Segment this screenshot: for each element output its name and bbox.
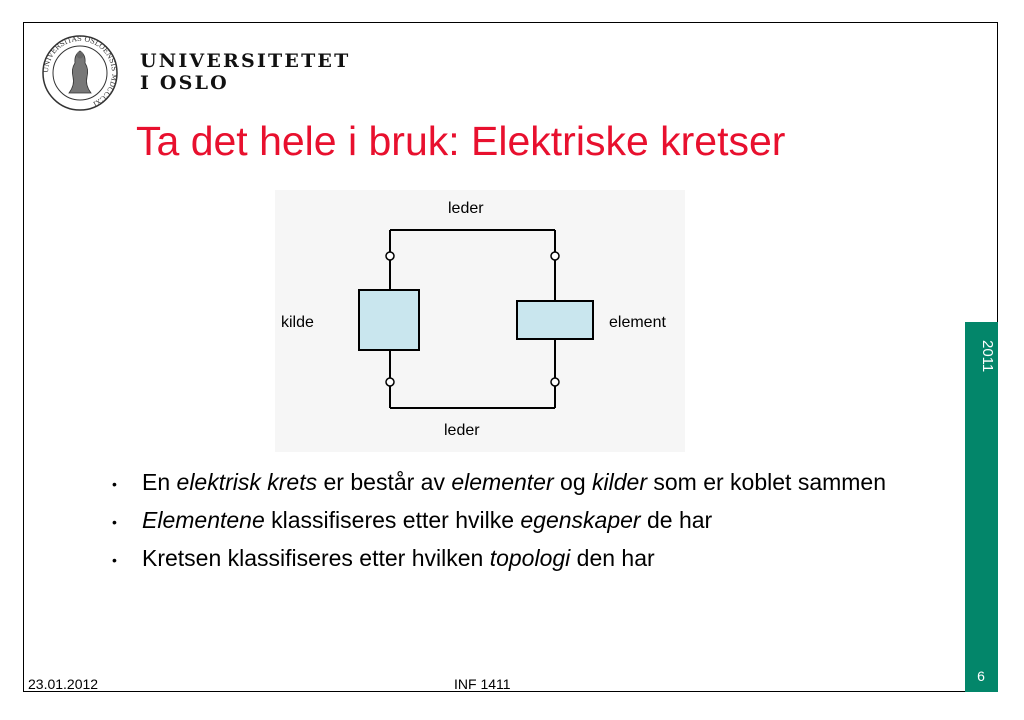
page-number: 6 (977, 668, 985, 684)
university-name-line1: UNIVERSITETET (140, 50, 351, 72)
top-wire-label: leder (448, 200, 484, 217)
university-name (140, 50, 350, 94)
bullet-list (108, 468, 928, 582)
source-box (359, 290, 419, 350)
bullet-emphasis: Elementene (142, 507, 265, 533)
bullet-text: den har (570, 545, 655, 571)
bullet-item (108, 544, 928, 573)
element-label: element (609, 314, 666, 331)
svg-text:UNIVERSITAS OSLOENSIS MDCCCXI: UNIVERSITAS OSLOENSIS MDCCCXI (41, 34, 119, 108)
footer-course: INF 1411 (454, 676, 511, 692)
bullet-text: og (553, 469, 593, 495)
terminal-right-bottom (551, 378, 559, 386)
bullet-dot: • (112, 476, 117, 492)
source-label: kilde (281, 314, 314, 331)
footer-date: 23.01.2012 (28, 676, 99, 692)
bullet-text: Kretsen klassifiseres etter hvilken (142, 545, 490, 571)
bullet-text: En (142, 469, 177, 495)
bullet-emphasis: kilder (592, 469, 647, 495)
bullet-text: som er koblet sammen (646, 469, 887, 495)
bullet-text: klassifiseres etter hvilke (264, 507, 521, 533)
bottom-wire-label: leder (444, 422, 480, 439)
bullet-text: er består av (317, 469, 452, 495)
terminal-right-top (551, 252, 559, 260)
sidebar-year: 2011 (979, 340, 996, 373)
sidebar-band (965, 322, 998, 692)
slide-title: Ta det hele i bruk: Elektriske kretser (136, 118, 786, 164)
bullet-dot: • (112, 552, 117, 568)
bullet-emphasis: elektrisk krets (176, 469, 318, 495)
terminal-left-top (386, 252, 394, 260)
bullet-text: de har (640, 507, 713, 533)
bullet-emphasis: topologi (489, 545, 571, 571)
element-box (517, 301, 593, 339)
bullet-emphasis: elementer (451, 469, 554, 495)
bullet-emphasis: egenskaper (520, 507, 641, 533)
university-seal-logo (40, 33, 120, 113)
bullet-item (108, 506, 928, 535)
university-name-line2: I OSLO (140, 72, 229, 94)
terminal-left-bottom (386, 378, 394, 386)
bullet-dot: • (112, 514, 117, 530)
circuit-figure (275, 190, 685, 452)
bullet-item (108, 468, 928, 497)
